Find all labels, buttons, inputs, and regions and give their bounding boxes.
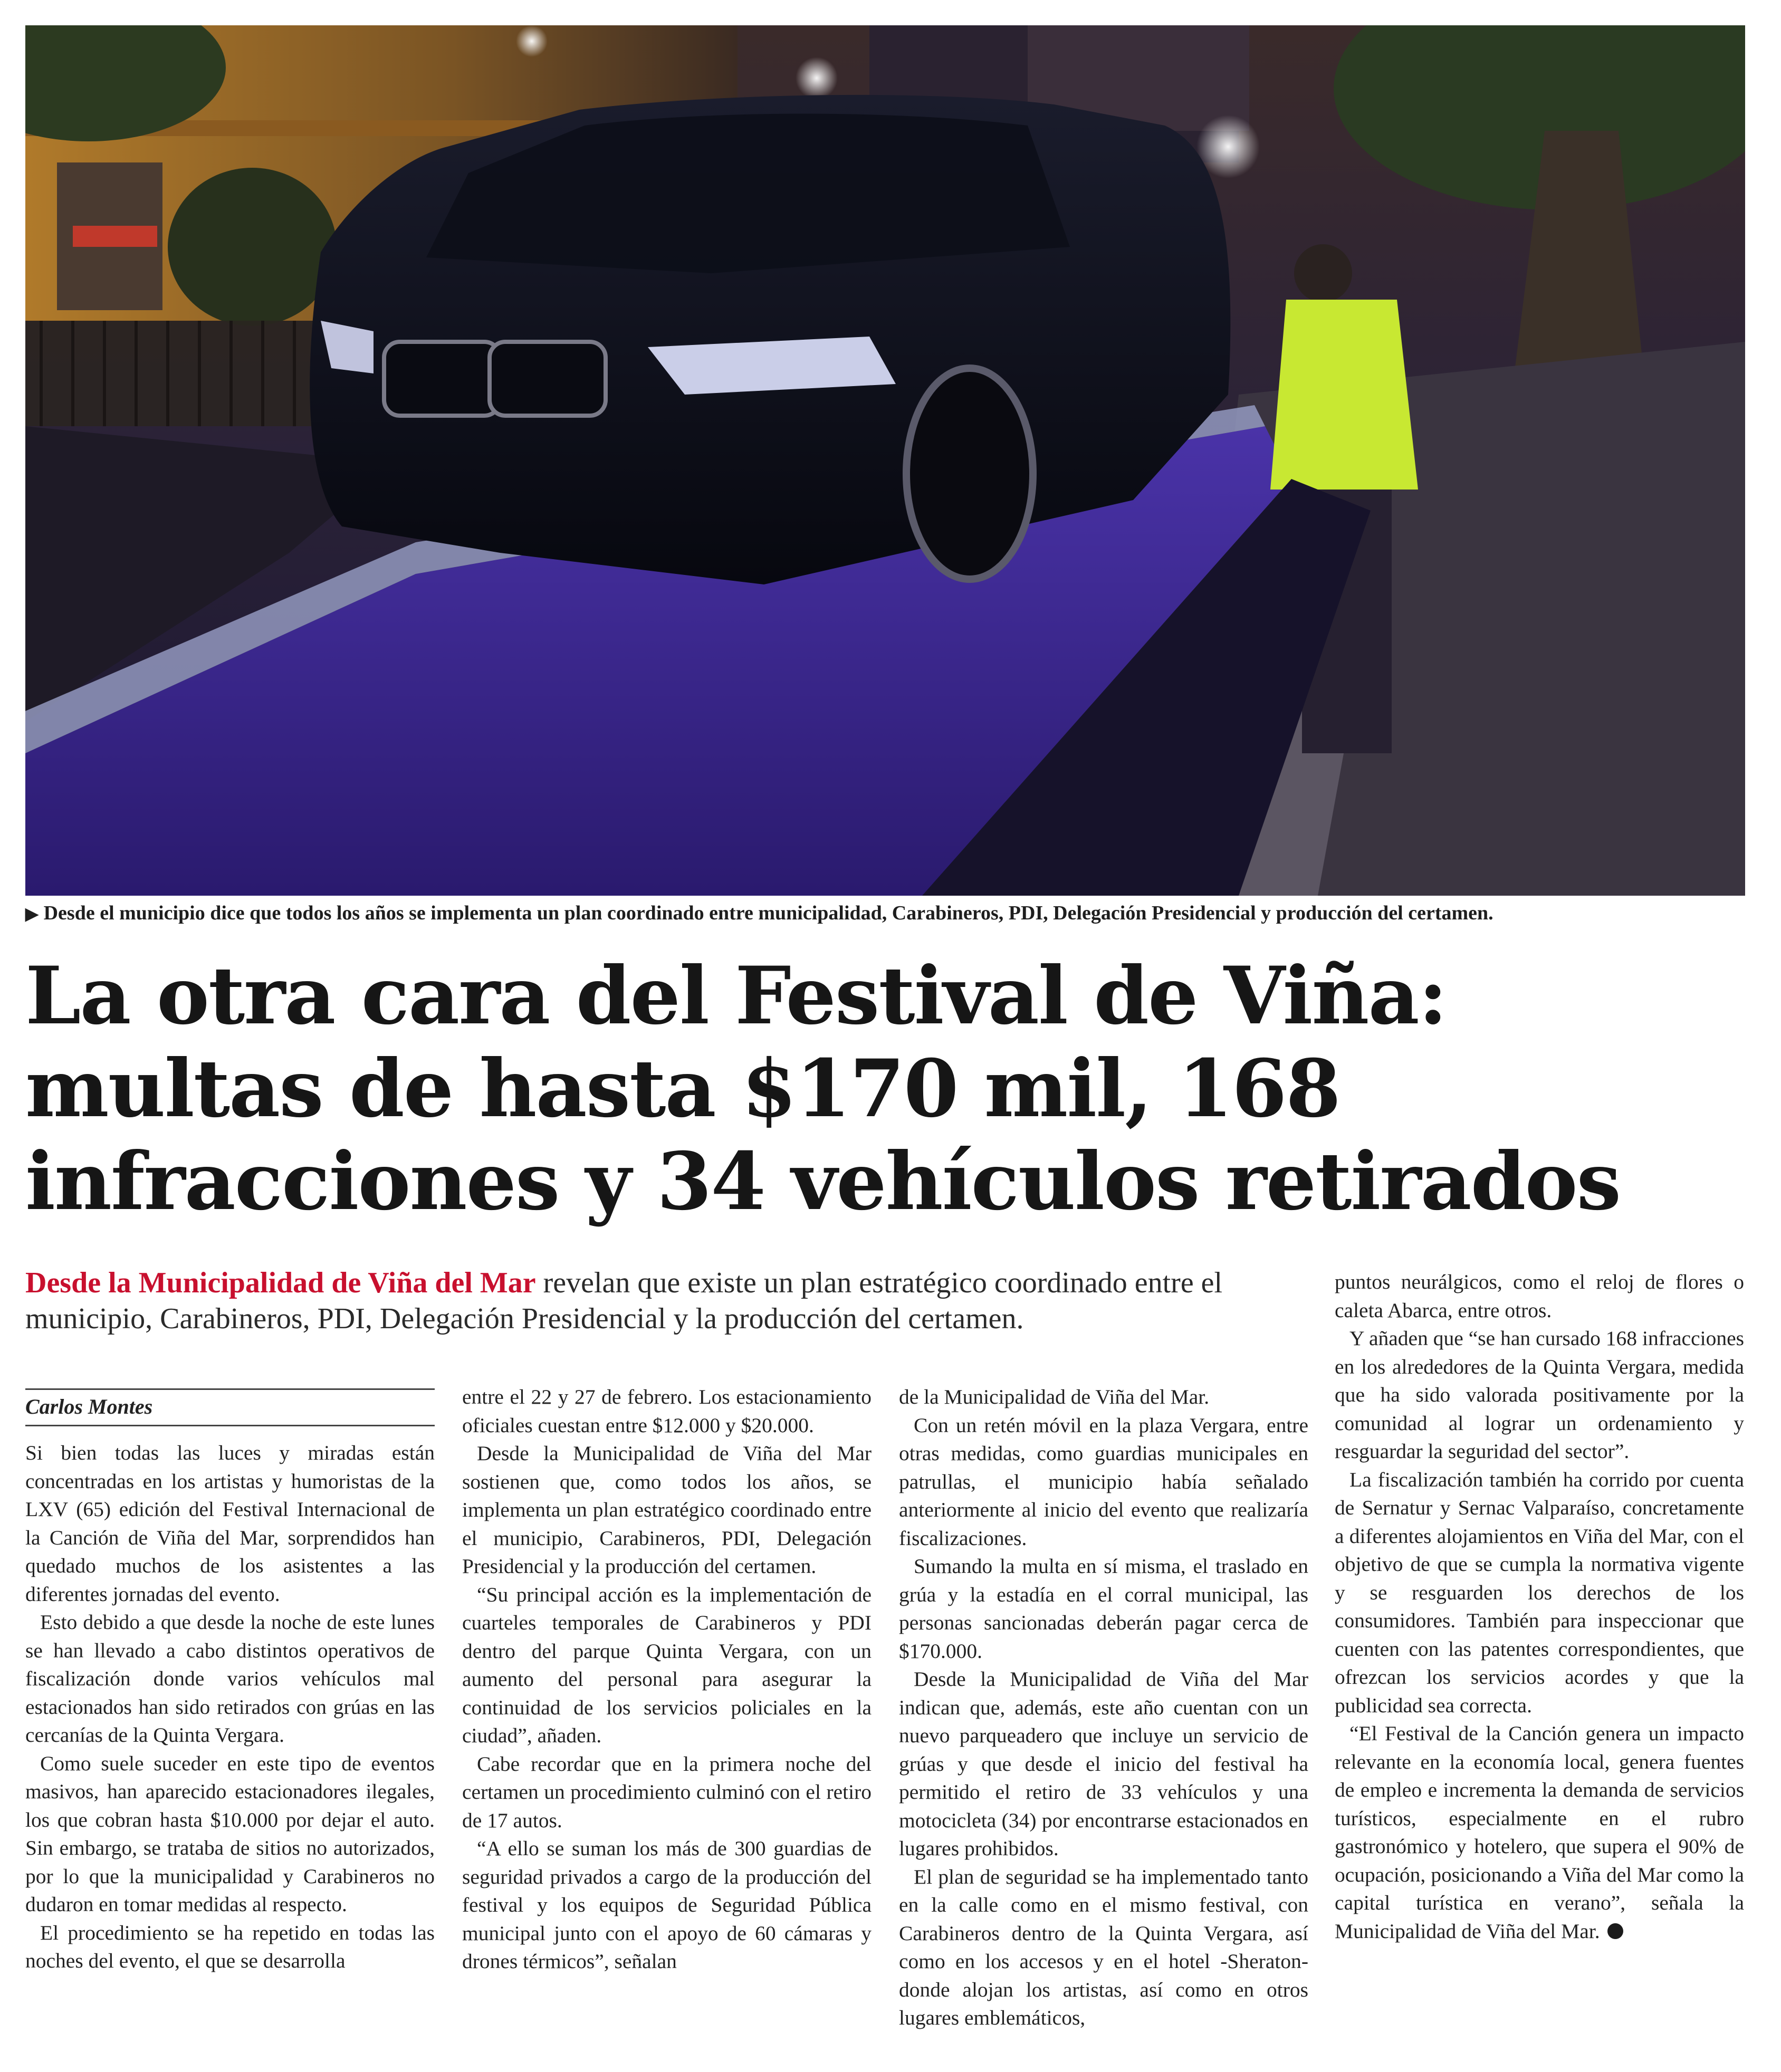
headline-line-3: infracciones y 34 vehículos retirados [25, 1135, 1621, 1228]
lead-highlight: Desde la Municipalidad de Viña del Mar [25, 1267, 536, 1299]
paragraph: Con un retén móvil en la plaza Vergara, entre otras medidas, como guardias municipales en patrullas, el municipio había señalado anteriormente al inicio del evento que realizaría fiscalizaciones. [899, 1413, 1308, 1550]
paragraph: Desde la Municipalidad de Viña del Mar sostienen que, como todos los años, se implementa un plan estratégico coordinado entre el municipio, Carabineros, PDI, Delegación Presidencial y la producción del certamen. [462, 1442, 872, 1578]
paragraph: Y añaden que “se han cursado 168 infracciones en los alrededores de la Quinta Vergara, medida que ha sido valorada positivamente por la comunidad al lograr un ordenamiento y resguardar la seguridad del sector”. [1335, 1327, 1744, 1463]
paragraph: La fiscalización también ha corrido por cuenta de Sernatur y Sernac Valparaíso, concretamente a diferentes alojamientos en Viña del Mar, con el objetivo de que se cumpla la normativa vigente y se resguarden los derechos de los consumidores. También para inspeccionar que cuenten con las patentes correspondientes, que ofrezcan los servicios acordes y que la publicidad sea correcta. [1335, 1467, 1744, 1717]
paragraph: El plan de seguridad se ha implementado tanto en la calle como en el mismo festival, con Carabineros dentro de la Quinta Vergara, así como en los accesos y en el hotel -Sheraton- donde alojan los artistas, así como en otros lugares emblemáticos, [899, 1865, 1308, 2029]
caption-text: Desde el municipio dice que todos los años se implementa un plan coordinado entre municipalidad, Carabineros, PDI, Delegación Presidencial y producción del certamen. [43, 902, 1493, 924]
headline-line-2: multas de hasta $170 mil, 168 [25, 1042, 1340, 1135]
paragraph: “Su principal acción es la implementación de cuarteles temporales de Carabineros y PDI dentro del parque Quinta Vergara, con un aumento del personal para asegurar la continuidad de los servicios policiales en la ciudad”, añaden. [462, 1582, 872, 1747]
headline-line-1: La otra cara del Festival de Viña: [25, 949, 1447, 1042]
article-photo [25, 25, 1745, 896]
paragraph: Esto debido a que desde la noche de este lunes se han llevado a cabo distintos operativos de fiscalización donde varios vehículos mal estacionados han sido retirados con grúas en las cercanías de la Quinta Vergara. [25, 1610, 435, 1747]
paragraph: entre el 22 y 27 de febrero. Los estacionamiento oficiales cuestan entre $12.000 y $20.000. [462, 1385, 872, 1437]
paragraph-final [1335, 1720, 1744, 1945]
paragraph: El procedimiento se ha repetido en todas las noches del evento, el que se desarrolla [25, 1921, 435, 1972]
caption-marker-icon: ▶ [25, 904, 39, 923]
tow-truck-photo-icon [25, 25, 1745, 896]
byline-box [25, 1388, 435, 1426]
headline [25, 949, 1756, 1228]
article-column-1 [25, 1439, 435, 1975]
end-of-article-icon [1607, 1923, 1623, 1939]
byline: Carlos Montes [25, 1395, 153, 1418]
paragraph: “A ello se suman los más de 300 guardias de seguridad privados a cargo de la producción del festival y los equipos de Seguridad Pública municipal junto con el apoyo de 60 cámaras y drones térmicos”, señalan [462, 1837, 872, 1973]
paragraph: Si bien todas las luces y miradas están concentradas en los artistas y humoristas de la LXV (65) edición del Festival Internacional de la Canción de Viña del Mar, sorprendidos han quedado muchos de los asistentes a las diferentes jornadas del evento. [25, 1441, 435, 1606]
lead-text: revelan que existe un plan estratégico coordinado entre el municipio, Carabineros, PDI, Delegación Presidencial y la producción del certamen. [25, 1267, 1223, 1335]
article-column-2 [462, 1383, 872, 1976]
paragraph: de la Municipalidad de Viña del Mar. [899, 1385, 1210, 1408]
article-column-3 [899, 1383, 1308, 2032]
lead-paragraph [25, 1265, 1313, 1337]
paragraph: Como suele suceder en este tipo de eventos masivos, han aparecido estacionadores ilegales, los que cobran hasta $10.000 por dejar el auto. Sin embargo, se trataba de sitios no autorizados, por lo que la municipalidad y Carabineros no dudaron en tomar medidas al respecto. [25, 1751, 435, 1916]
paragraph: Desde la Municipalidad de Viña del Mar indican que, además, este año cuentan con un nuevo parqueadero que incluye un servicio de grúas y que desde el inicio del festival ha permitido el retiro de 33 vehículos y una motocicleta (34) por encontrarse estacionados en lugares prohibidos. [899, 1667, 1308, 1860]
paragraph: puntos neurálgicos, como el reloj de flores o caleta Abarca, entre otros. [1335, 1270, 1744, 1322]
photo-caption [25, 901, 1756, 926]
paragraph-final-text: “El Festival de la Canción genera un impacto relevante en la economía local, genera fuentes de empleo e incrementa la demanda de servicios turísticos, especialmente en el rubro gastronómico y hotelero, que supera el 90% de ocupación, posicionando a Viña del Mar como la capital turística en verano”, señala la Municipalidad de Viña del Mar. [1335, 1722, 1744, 1943]
paragraph: Cabe recordar que en la primera noche del certamen un procedimiento culminó con el retiro de 17 autos. [462, 1752, 872, 1832]
paragraph: Sumando la multa en sí misma, el traslado en grúa y la estadía en el corral municipal, las personas sancionadas deberán pagar cerca de $170.000. [899, 1555, 1308, 1663]
article-column-4 [1335, 1268, 1744, 1945]
